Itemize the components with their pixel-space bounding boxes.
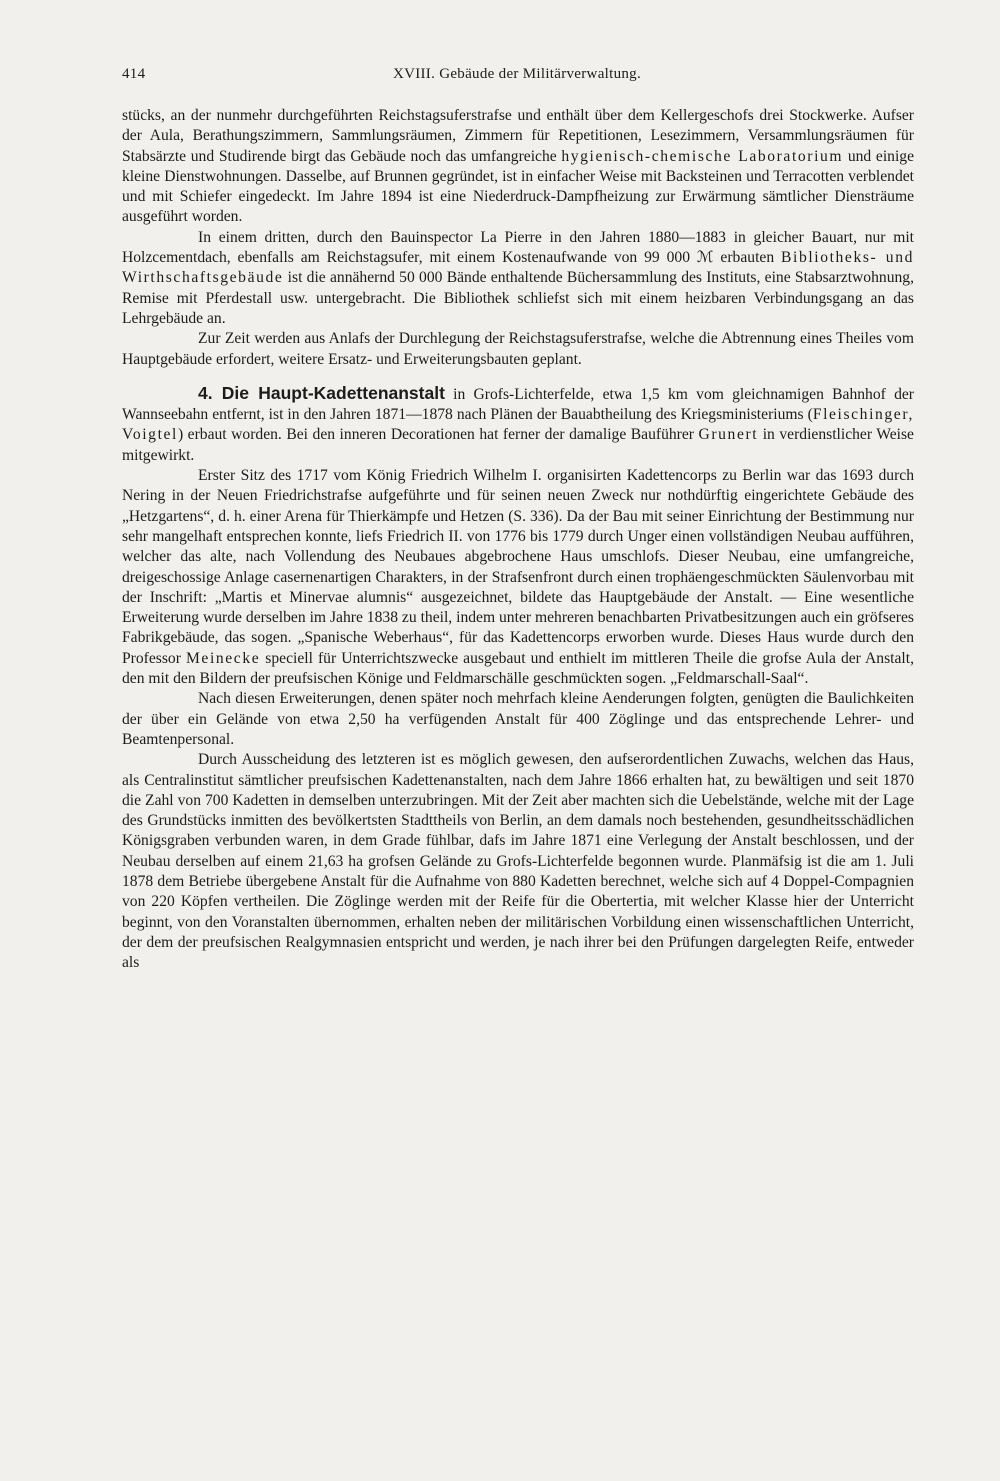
spaced-term: hygienisch-chemische Laboratorium [561,147,844,165]
text-run: in verdienstlicher Weise mitgewirkt. [122,426,914,464]
paragraph [122,466,914,689]
paragraph [122,689,914,750]
text-run: Durch Ausscheidung des letzteren ist es möglich gewesen, den aufserordentlichen Zuwachs, welchen das Haus, als Centralinstitut sämtlicher preufsischen Kadettenanstalten, nach dem Jahre 1866 erhalten hat, zu bewältigen und seit 1870 die Zahl von 700 Kadetten in demselben unterzubringen. Mit der Zeit aber machten sich die Uebelstände, welche mit der Lage des Grundstücks inmitten des bevölkertsten Stadttheils von Berlin, an dem damals noch bestehenden, gesundheitsschädlichen Königsgraben verbunden waren, in dem Grade fühlbar, dafs im Jahre 1871 eine Verlegung der Anstalt beschlossen, und der Neubau derselben auf einem 21,63 ha grofsen Gelände zu Grofs-Lichterfelde begonnen wurde. Planmäfsig ist die am 1. Juli 1878 dem Betriebe übergebene Anstalt für die Aufnahme von 880 Kadetten berechnet, welche sich auf 4 Doppel-Compagnien von 220 Köpfen vertheilen. Die Zöglinge werden mit der Reife für die Obertertia, mit welcher Klasse hier der Unterricht beginnt, von den Voranstalten übernommen, erhalten neben der militärischen Vorbildung einen wissenschaftlichen Unterricht, der dem der preufsischen Realgymnasien entspricht und werden, je nach ihrer bei den Prüfungen dargelegten Reife, entweder als [122,751,914,972]
text-run: in Grofs-Lichterfelde, etwa 1,5 km vom gleichnamigen Bahnhof der Wannseebahn entfernt, ist in den Jahren 1871—1878 nach Plänen der Bauabtheilung des Kriegsministeriums ( [122,385,914,424]
page-header [122,66,912,90]
page-number: 414 [122,66,146,82]
spaced-term: Fleischinger, Voigtel [122,406,914,444]
paragraph [122,383,914,466]
body-text [122,106,914,973]
section-heading: 4. Die Haupt-Kadettenanstalt [198,382,445,403]
running-title: XVIII. Gebäude der Militärverwaltung. [392,66,642,82]
text-run: ) erbaut worden. Bei den inneren Decorationen hat ferner der damalige Bauführer [177,426,699,444]
text-run: stücks, an der nunmehr durchgeführten Reichstagsuferstrafse und enthält über dem Kellergeschofs drei Stockwerke. Aufser der Aula, Berathungszimmern, Sammlungsräumen, Zimmern für Repetitionen, Lesezimmern, Versammlungsräumen für Stabsärzte und Studirende birgt das Gebäude noch das umfangreiche [122,107,914,165]
text-run: ist die annähernd 50 000 Bände enthaltende Büchersammlung des Instituts, eine Stabsarztwohnung, Remise mit Pferdestall usw. untergebracht. Die Bibliothek schliefst sich mit einem heizbaren Verbindungsgang an das Lehrgebäude an. [122,269,914,327]
paragraph [122,750,914,973]
text-run: In einem dritten, durch den Bauinspector La Pierre in den Jahren 1880—1883 in gleicher Bauart, nur mit Holzcementdach, ebenfalls am Reichstagsufer, mit einem Kostenaufwande von 99 000 ℳ erbauten [122,228,914,267]
paragraph [122,228,914,329]
text-run: Zur Zeit werden aus Anlafs der Durchlegung der Reichstagsuferstrafse, welche die Abtrennung eines Theiles vom Hauptgebäude erfordert, weitere Ersatz- und Erweiterungsbauten geplant. [122,330,914,368]
text-run: Nach diesen Erweiterungen, denen später noch mehrfach kleine Aenderungen folgten, genügten die Baulichkeiten der über ein Gelände von etwa 2,50 ha verfügenden Anstalt für 400 Zöglinge und das entsprechende Lehrer- und Beamtenpersonal. [122,690,914,748]
spaced-term: Bibliotheks- und Wirthschaftsgebäude [122,249,914,287]
text-run: und einige kleine Dienstwohnungen. Dasselbe, auf Brunnen gegründet, ist in einfacher Weise mit Backsteinen und Terracotten verblendet und mit Schiefer eingedeckt. Im Jahre 1894 ist eine Niederdruck-Dampfheizung zur Erwärmung sämtlicher Diensträume ausgeführt worden. [122,147,914,226]
paragraph [122,329,914,370]
text-run: speciell für Unterrichtszwecke ausgebaut und enthielt im mittleren Theile die grofse Aula der Anstalt, den mit den Bildern der preufsischen Könige und Feldmarschälle geschmückten sogen. „Feldmarschall-Saal“. [122,649,914,688]
text-run: Erster Sitz des 1717 vom König Friedrich Wilhelm I. organisirten Kadettencorps zu Berlin war das 1693 durch Nering in der Neuen Friedrichstrafse aufgeführte und für seinen neuen Zweck nur nothdürftig eingerichtete Gebäude des „Hetzgartens“, d. h. einer Arena für Thierkämpfe und Hetzen (S. 336). Da der Bau mit seiner Einrichtung der Bestimmung nur sehr mangelhaft entsprechen konnte, liefs Friedrich II. von 1776 bis 1779 durch Unger einen vollständigen Neubau aufführen, welcher das alte, nach Vollendung des Neubaues abgebrochene Haus umschlofs. Dieser Neubau, eine umfangreiche, dreigeschossige Anlage casernenartigen Charakters, in der Strafsenfront durch einen trophäengeschmückten Säulenvorbau mit der Inschrift: „Martis et Minervae alumnis“ ausgezeichnet, bildete das Hauptgebäude der Anstalt. — Eine wesentliche Erweiterung wurde derselben im Jahre 1838 zu theil, indem unter mehreren benachbarten Privatbesitzungen auch ein gröfseres Fabrikgebäude, das sogen. „Spanische Weberhaus“, für das Kadettencorps erworben wurde. Dieses Haus wurde durch den Professor [122,467,914,667]
spaced-term: Grunert [698,426,759,444]
spaced-term: Meinecke [185,649,261,667]
paragraph [122,106,914,228]
